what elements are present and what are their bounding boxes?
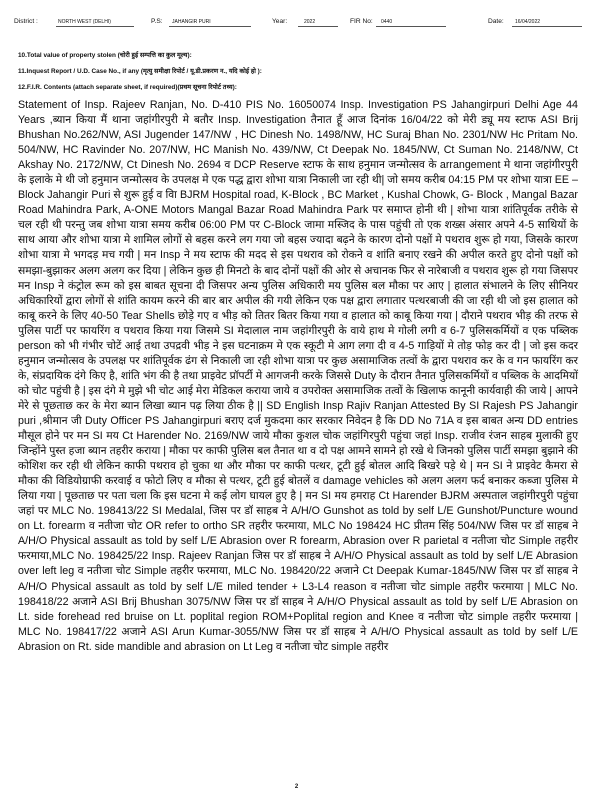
district-value: NORTH WEST (DELHI) (58, 19, 111, 25)
fir-contents-paragraph: Statement of Insp. Rajeev Ranjan, No. D-410 PIS No. 16050074 Insp. Investigation PS Jahangirpuri Delhi Age 44 Years ,ब्यान किया मैं थाना जहांगीरपुरी मे बतौर Insp. Investigation तैनात हूँ आज दिनांक 16/04/22 को मेरी ड्यू मय स्टाफ ASI Brij Bhushan No.262/NW, ASI Jugender 147/NW , HC Dinesh No. 1498/NW, HC Suraj Bhan No. 2301/NW Hc Pritam No. 504/NW, HC Ravinder No. 207/NW, HC Manish No. 439/NW, Ct Deepak No. 1845/NW, Ct Suman No. 2148/NW, Ct Akshay No. 2172/NW, Ct Dinesh No. 2694 व DCP Reserve स्टाफ के साथ हनुमान जन्मोत्सव के arrangement मे थाना जहांगीरपुरी के इलाके मे थी जो हनुमान जन्मोत्सव के उपलक्ष मे एक पद्ध द्वारा शोभा यात्रा निकाली जा रही थी| जो समय करीब 04:15 PM पर शोभा यात्रा EE – Block Jahangir Puri से शुरू हुई व विा BJRM Hospital road, K-Block , BC Market , Kushal Chowk, G- Block , Mangal Bazar Road Mahindra Park, A-ONE Motors Mangal Bazar Road Mahindra Park पर समाप्त होनी थी | शोभा यात्रा शांतिपूर्वक तरीके से चल रही थी परन्तु जब शोभा यात्रा समय करीब 06:00 PM पर C-Block जामा मस्जिद के पास पहुंची तो एक शख्स अंसार अपने 4-5 साथियों के साथ आया और शोभा यात्रा मे शामिल लोगों से बहस करने लग गया जो बहस ज्यादा बढ़ने के कारण दोनो पक्षों मे पथराव शुरू हो गया, जिसके कारण शोभा यात्रा मे भगदड़ मच गयी | मन Insp ने मय स्टाफ की मदद से इस पथराव को रोकने व शांति बनाए रखने की अपील करते हुए दोनो पक्षों को समझा-बुझाकर अलग अलग कर दिया | लेकिन कुछ ही मिनटो के बाद दोनों पक्षों की ओर से अचानक फिर से नारेबाजी व पथराव शुरू हो गया जिसपर मन Insp ने कंट्रोल रूम को इस बाबत सूचना दी जिसपर अन्य पुलिस अधिकारी मय पुलिस बल मौका पर आए | हालात संभालने के लिए सीनियर अधिकारियों द्वारा लोगों से शांति कायम करने की बार बार अपील की गयी लेकिन एक पक्ष द्वारा लगातार पत्थरबाजी की जा रही थी जो इस हालात को काबू करने के लिए 40-50 Tear Shells छोड़े गए व भीड़ को तितर बितर किया गया व हालात को काबू किया गया | दौराने पथराव भीड़ की तरफ से पुलिस पार्टी पर फायरिंग व पथराव किया गया जिसमे SI मेदालाल नाम जहांगीरपुरी के वाये हाथ मे गोली लगी व 6-7 पुलिसकर्मियों व एक पब्लिक person को भी गंभीर चोटें आई तथा उपद्रवी भीड़ ने इस घटनाक्रम मे एक स्कूटी मे आग लगा दी व 4-5 गाड़ियों मे तोड़ फोड़ कर दी | जो इस कदर हनुमान जन्मोत्सव के उपलक्ष पर शांतिपूर्वक ढंग से निकाली जा रही शोभा यात्रा पर कुछ असामाजिक तत्वों के द्वारा पथराव कर के व गन फायरिंग कर के, संप्रदायिक दंगे किए है, शांति भंग की है तथा प्राइवेट प्रॉपर्टी मे आगजनी करके जिससे Duty के दौरान तैनात पुलिसकर्मियों व पब्लिक के आदमियों को चोट पहुंची है | इस दंगे मे मुझे भी चोट आई मेरा मेडिकल कराया जाये व उपरोक्त असामाजिक तत्वों के खिलाफ कानूनी कार्यवाही की जाये | आपने मेरे से पूछताछ कर के मेरा ब्यान लिखा ब्यान पढ़ लिया ठीक है || SD English Insp Rajiv Ranjan Attested By SI Rajesh PS Jahangir puri ,श्रीमान जी Duty Officer PS Jahangirpuri बराए दर्ज मुकदमा कार सरकार निवेदन है कि DD No 71A व इस बाबत अन्य DD entries मौसूल होने पर मन SI मय Ct Harender No. 2169/NW जाये मौका कुशल चोक जहांगिरपुरी पहुंचा जहां Insp. राजीव रंजन साहब मुलाकी हुए जिन्होंने पुस्त हजा ब्यान तहरीर कराया | मौका पर काफी पुलिस बल तैनात था व दो पक्ष आमने सामने हो रखे थे जिनको पुलिस पार्टी समझा बुझाने की कोशिश कर रही थी लेकिन काफी पथराव हो चुका था और मौका पर काफी पत्थर, टूटी हुई बोतल आदि बिखरे पड़े थे | मन SI ने प्राइवेट कैमरा से मौका की विडियोग्राफी करवाई व फोटो लिए व मौका से पत्थर, टूटी हुई बोतलें व damage vehicles को अलग अलग फर्द बनाकर कब्जा पुलिस मे लिया गया | पूछताछ पर पता चला कि इस घटना मे कई लोग घायल हुए है | मन SI मय हमराह Ct Harender BJRM अस्पताल जहांगीरपुरी पहुंचा जहां पर MLC No. 198413/22 SI Medalal, जिस पर डॉ साहब ने A/H/O Gunshot as told by self L/E Gunshot/Puncture wound on Lt. forearm व नतीजा चोट OR refer to ortho SR तहरीर फरमाया, MLC No 198424 HC प्रीतम सिंह 504/NW जिस पर डॉ साहब ने A/H/O Physical assault as told by self L/E Abrasion over R forearm, Abrasion over R parietal व नतीजा चोट Simple तहरीर फरमाया,MLC No. 198425/22 Insp. Rajeev Ranjan जिस पर डॉ साहब ने A/H/O Physical assault as told by self L/E Abrasion over left leg व नतीजा चोट Simple तहरीर फरमाया, MLC No. 198420/22 अजाने Ct Deepak Kumar-1845/NW जिस पर डॉ साहब ने A/H/O Physical assault as told by self L/E miled tender + L3-L4 reason व नतीजा चोट simple तहरीर फरमाया | MLC No. 198418/22 अजाने ASI Brij Bhushan 3075/NW जिस पर डॉ साहब ने A/H/O Physical assault as told by self L/E Abrasion on Lt. side forehead red bruise on Lt. poplital region ROM+Poplital region and Knee व नतीजा चोट simple तहरीर फरमाया | MLC No. 198417/22 अजाने ASI Arun Kumar-3055/NW जिस पर डॉ साहब ने A/H/O Physical assault as told by self L/E Abrasion on Rt. side mandible and abrasion on Lt Leg व नतीजा चोट simple तहरीर (18, 99, 578, 653)
inquest-report-field: 11.Inquest Report / U.D. Case No., if any (मृत्यु समीक्षा रिपोर्ट / यू.डी.प्रकरण न., यदि कोई हो ): (18, 68, 262, 75)
date-underline (512, 26, 582, 27)
fir-no-label: FIR No: (350, 18, 373, 25)
ps-label: P.S: (151, 18, 163, 25)
year-value: 2022 (304, 19, 316, 25)
district-underline (56, 26, 134, 27)
year-underline (298, 26, 338, 27)
ps-value: JAHANGIR PURI (172, 19, 211, 25)
fir-no-underline (376, 26, 446, 27)
district-label: District : (14, 18, 38, 25)
ps-underline (169, 26, 251, 27)
date-label: Date: (488, 18, 504, 25)
year-label: Year: (272, 18, 288, 25)
date-value: 16/04/2022 (515, 19, 541, 25)
fir-contents-heading: 12.F.I.R. Contents (attach separate sheet, if required)(प्रथम सूचना रिपोर्ट तथ्य): (18, 84, 237, 91)
page-number: 2 (294, 784, 299, 790)
fir-header (14, 14, 583, 30)
fir-contents-text (18, 98, 578, 655)
fir-no-value: 0440 (381, 19, 393, 25)
property-stolen-field: 10.Total value of property stolen (चोरी हुई सम्पत्ति का कुल मूल्य): (18, 52, 192, 59)
